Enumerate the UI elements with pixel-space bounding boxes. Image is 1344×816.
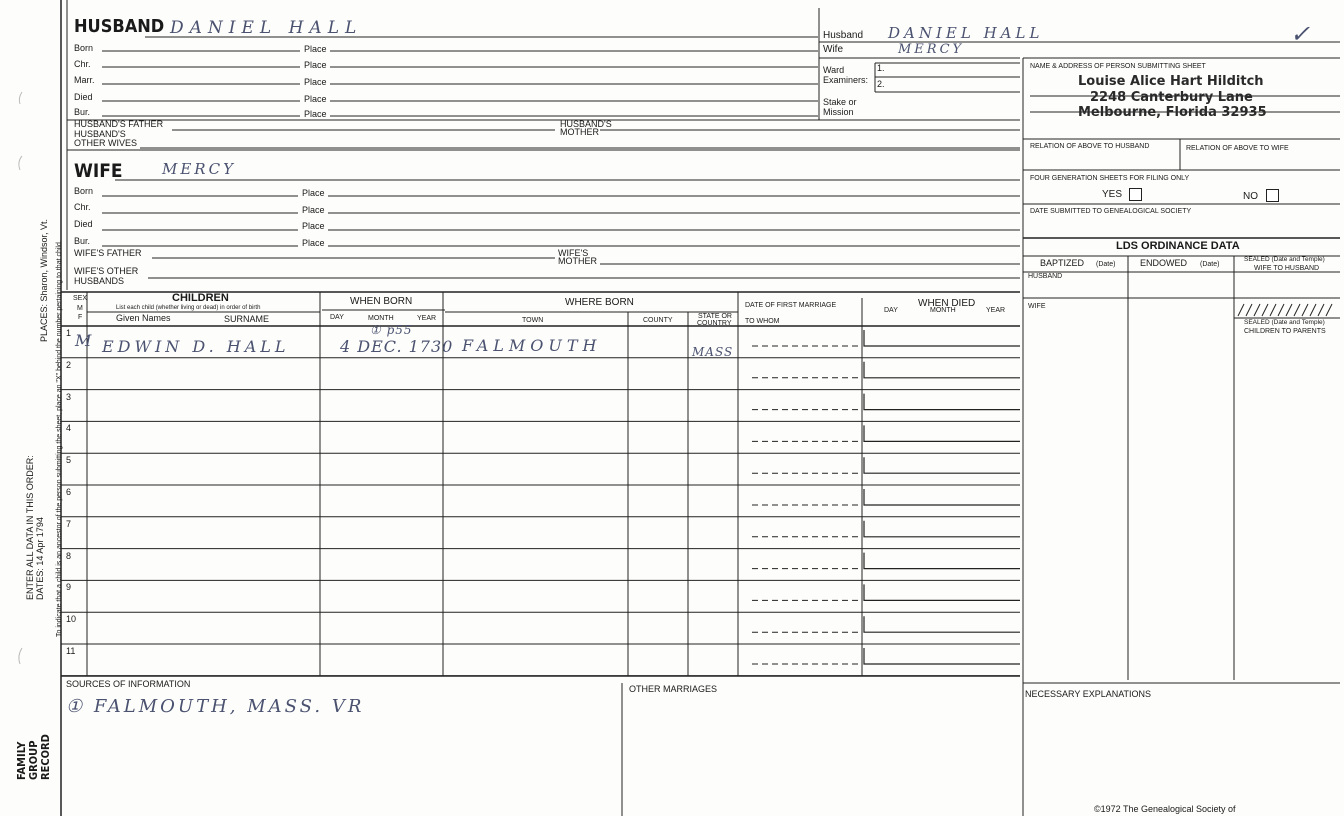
died-year-label: YEAR [986, 307, 1006, 314]
examiner-1: 1. [877, 63, 885, 73]
ancestor-instruction: To indicate that a child is an ancestor of the person submitting the sheet, place an "X" behind the number pertaining to that child. [56, 240, 63, 637]
examiners-label: Examiners: [823, 75, 869, 85]
child-row-number: 2 [66, 359, 72, 370]
when-died-box [864, 521, 1020, 537]
town-label: TOWN [522, 317, 544, 324]
wife-born-label: Born [74, 186, 94, 196]
child1-name: EDWIN D. HALL [102, 337, 290, 356]
wife-chr-place-label: Place [302, 205, 325, 215]
husband-chr-place-label: Place [304, 60, 327, 70]
wife-bur-place-label: Place [302, 238, 325, 248]
wife-other-husbands-2: HUSBANDS [74, 276, 125, 286]
child-row-number: 3 [66, 391, 72, 402]
died-month-label: MONTH [930, 307, 956, 314]
ward-wife-label: Wife [823, 44, 843, 55]
wife-bur-label: Bur. [74, 236, 91, 246]
family-label: FAMILY [15, 741, 28, 780]
wife-mother-label-2: MOTHER [558, 256, 597, 266]
sealed-wife-label-2: WIFE TO HUSBAND [1254, 265, 1320, 272]
four-generation-label: FOUR GENERATION SHEETS FOR FILING ONLY [1030, 175, 1190, 182]
child-row-number: 6 [66, 487, 72, 497]
wife-died-place-label: Place [302, 221, 325, 231]
wife-father-label: WIFE'S FATHER [74, 248, 142, 258]
husband-marr-place-label: Place [304, 77, 327, 87]
husband-other-wives-2: OTHER WIVES [74, 138, 138, 148]
places-note: PLACES: Sharon, Windsor, Vt. [39, 218, 49, 342]
yes-checkbox[interactable] [1129, 188, 1142, 201]
child1-town: FALMOUTH [462, 336, 602, 355]
lds-husband-label: HUSBAND [1028, 273, 1063, 280]
when-died-box [864, 394, 1020, 410]
no-checkbox[interactable] [1266, 189, 1279, 202]
wife-died-label: Died [74, 219, 93, 229]
where-born-label: WHERE BORN [565, 297, 634, 308]
given-names-label: Given Names [116, 313, 171, 323]
husband-died-place-label: Place [304, 94, 327, 104]
relation-to-husband-label: RELATION OF ABOVE TO HUSBAND [1030, 143, 1150, 150]
no-label: NO [1243, 191, 1258, 202]
verified-check-mark: ✓ [1290, 20, 1314, 48]
record-label: RECORD [39, 734, 52, 780]
baptized-date-label: (Date) [1096, 261, 1116, 268]
sex-label: SEX [73, 295, 88, 302]
dates-note: DATES: 14 Apr 1794 [35, 517, 45, 600]
surname-label: SURNAME [224, 314, 270, 324]
wife-other-husbands-1: WIFE'S OTHER [74, 266, 139, 276]
state-label-2: COUNTRY [697, 320, 732, 327]
child-row-number: 1 [66, 328, 72, 338]
ward-husband-value: DANIEL HALL [888, 24, 1044, 42]
child-row-number: 11 [66, 646, 76, 656]
child-row-number: 5 [66, 455, 72, 466]
ward-label: Ward [823, 65, 845, 75]
submitter-label: NAME & ADDRESS OF PERSON SUBMITTING SHEET [1030, 63, 1206, 70]
wife-chr-label: Chr. [74, 202, 91, 212]
husband-heading: HUSBAND [74, 16, 165, 37]
child1-sex: M [75, 331, 95, 350]
endowed-date-label: (Date) [1200, 261, 1220, 268]
husband-bur-label: Bur. [74, 107, 91, 117]
sources-label: SOURCES OF INFORMATION [66, 679, 191, 689]
examiner-2: 2. [877, 79, 885, 89]
wife-mother-label-1: WIFE'S [558, 248, 589, 258]
when-died-box [864, 489, 1020, 505]
when-died-box [864, 330, 1020, 346]
baptized-label: BAPTIZED [1040, 258, 1085, 268]
wife-heading: WIFE [74, 160, 123, 182]
necessary-explanations-label: NECESSARY EXPLANATIONS [1025, 689, 1152, 699]
child-row-number: 8 [66, 550, 72, 561]
child1-state: MASS [692, 345, 734, 359]
husband-mother-label-1: HUSBAND'S [560, 119, 612, 129]
ward-husband-label: Husband [823, 30, 864, 41]
first-marriage-label: DATE OF FIRST MARRIAGE [745, 302, 837, 309]
mission-label: Mission [823, 107, 854, 117]
born-day-label: DAY [330, 314, 344, 321]
group-label: GROUP [27, 740, 40, 780]
submitter-street: 2248 Canterbury Lane [1090, 90, 1253, 105]
when-died-box [864, 362, 1020, 378]
wife-name-handwritten: MERCY [162, 160, 236, 178]
sealed-children-label-1: SEALED (Date and Temple) [1244, 319, 1325, 326]
husband-born-label: Born [74, 43, 94, 53]
husband-name-handwritten: DANIEL HALL [170, 18, 363, 38]
sex-f: F [78, 314, 83, 321]
state-label-1: STATE OR [698, 313, 732, 320]
child-row-number: 4 [66, 423, 72, 434]
child-row-number: 10 [66, 614, 77, 625]
when-born-label: WHEN BORN [350, 296, 413, 307]
date-submitted-label: DATE SUBMITTED TO GENEALOGICAL SOCIETY [1030, 208, 1192, 215]
husband-chr-label: Chr. [74, 59, 91, 69]
children-title: CHILDREN [172, 292, 229, 304]
when-died-box [864, 584, 1020, 600]
when-died-label: WHEN DIED [918, 298, 976, 309]
born-year-label: YEAR [417, 315, 437, 322]
husband-father-label: HUSBAND'S FATHER [74, 119, 164, 129]
yes-label: YES [1102, 189, 1123, 200]
ward-wife-value: MERCY [898, 42, 965, 57]
to-whom-label: TO WHOM [745, 318, 780, 325]
sealed-wife-label-1: SEALED (Date and Temple) [1244, 256, 1325, 263]
lds-wife-label: WIFE [1028, 303, 1046, 310]
when-died-box [864, 553, 1020, 569]
husband-mother-label-2: MOTHER [560, 127, 599, 137]
submitter-name: Louise Alice Hart Hilditch [1078, 74, 1264, 89]
children-instructions: List each child (whether living or dead) in order of birth [116, 305, 261, 311]
wife-born-place-label: Place [302, 188, 325, 198]
endowed-label: ENDOWED [1140, 258, 1187, 268]
child1-born-date: 4 DEC. 1730 [340, 337, 454, 356]
when-died-box [864, 648, 1020, 664]
sex-m: M [77, 305, 83, 312]
died-day-label: DAY [884, 307, 898, 314]
child-row-number: 9 [66, 582, 72, 593]
when-died-box [864, 425, 1020, 441]
husband-died-label: Died [74, 92, 93, 102]
submitter-city: Melbourne, Florida 32935 [1078, 105, 1267, 120]
child1-note: ① p55 [370, 323, 413, 337]
husband-marr-label: Marr. [74, 75, 95, 85]
sealed-children-label-2: CHILDREN TO PARENTS [1244, 328, 1326, 335]
when-died-box [864, 457, 1020, 473]
born-month-label: MONTH [368, 315, 394, 322]
lds-title: LDS ORDINANCE DATA [1116, 240, 1240, 252]
other-marriages-label: OTHER MARRIAGES [629, 684, 718, 694]
sources-value: ① FALMOUTH, MASS. VR [66, 696, 365, 717]
stake-label: Stake or [823, 97, 857, 107]
when-died-box [864, 616, 1020, 632]
husband-born-place-label: Place [304, 44, 327, 54]
relation-to-wife-label: RELATION OF ABOVE TO WIFE [1186, 145, 1289, 152]
copyright-text: ©1972 The Genealogical Society of [1094, 804, 1236, 814]
enter-data-note: ENTER ALL DATA IN THIS ORDER: [25, 455, 35, 600]
child-row-number: 7 [66, 518, 72, 529]
husband-other-wives-1: HUSBAND'S [74, 129, 126, 139]
husband-bur-place-label: Place [304, 109, 327, 119]
county-label: COUNTY [643, 317, 673, 324]
